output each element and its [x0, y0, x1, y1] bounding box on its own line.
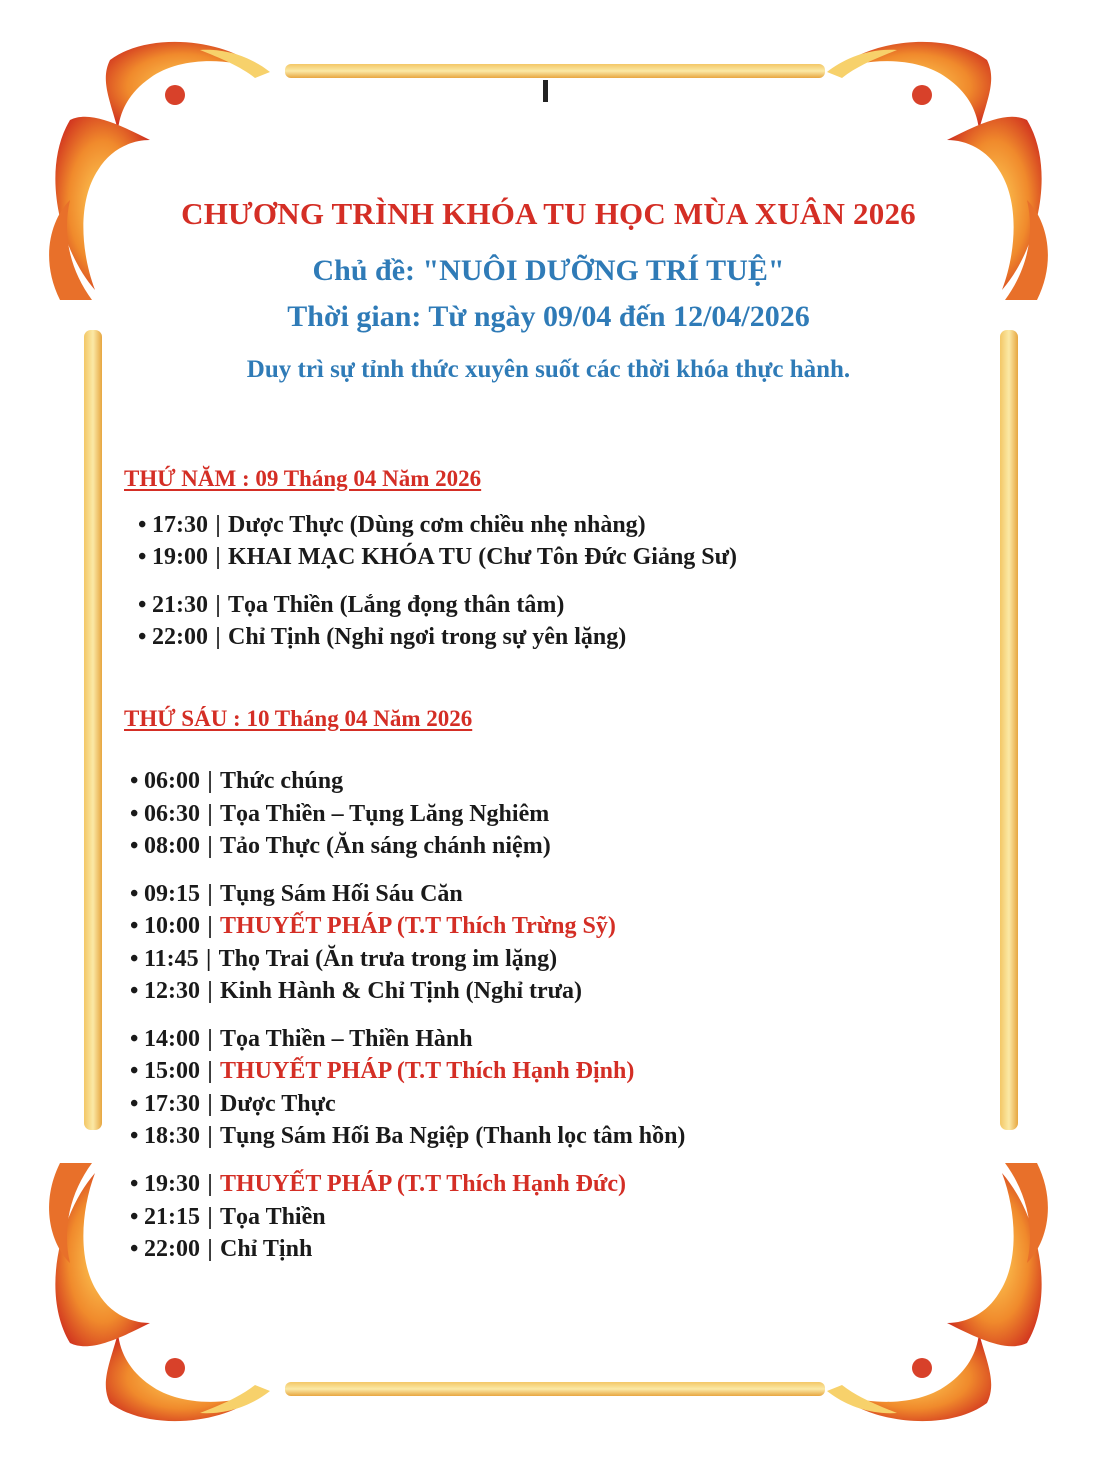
schedule-activity: Tụng Sám Hối Ba Ngiệp (Thanh lọc tâm hồn): [220, 1123, 686, 1149]
separator: |: [207, 833, 213, 859]
bullet-icon: •: [130, 1236, 139, 1262]
schedule-time: 17:30: [152, 512, 208, 538]
schedule-activity: Kinh Hành & Chỉ Tịnh (Nghỉ trưa): [220, 978, 583, 1004]
schedule-time: 06:30: [144, 801, 200, 827]
separator: |: [207, 1026, 213, 1052]
bullet-icon: •: [130, 1091, 139, 1117]
schedule-activity: Tụng Sám Hối Sáu Căn: [220, 881, 463, 907]
schedule-item: [130, 978, 582, 1005]
schedule-item: [138, 624, 626, 651]
schedule-time: 10:00: [144, 913, 200, 939]
schedule-activity: Chỉ Tịnh: [220, 1236, 313, 1262]
schedule-time: 09:15: [144, 881, 200, 907]
separator: |: [207, 1058, 213, 1084]
day-heading-friday: THỨ SÁU : 10 Tháng 04 Năm 2026: [124, 706, 473, 731]
schedule-item: [130, 1058, 634, 1085]
separator: |: [207, 801, 213, 827]
schedule-time: 19:00: [152, 544, 208, 570]
bullet-icon: •: [130, 1026, 139, 1052]
bullet-icon: •: [130, 913, 139, 939]
schedule-item: [130, 1204, 326, 1231]
schedule-activity: Tọa Thiền – Tụng Lăng Nghiêm: [220, 801, 550, 827]
schedule-time: 22:00: [152, 624, 208, 650]
schedule-item: [130, 1026, 473, 1053]
schedule-time: 06:00: [144, 768, 200, 794]
bullet-icon: •: [130, 768, 139, 794]
time-range-line: Thời gian: Từ ngày 09/04 đến 12/04/2026: [287, 300, 810, 333]
separator: |: [207, 1123, 213, 1149]
bullet-icon: •: [138, 592, 147, 618]
separator: |: [207, 1091, 213, 1117]
schedule-item: [130, 881, 463, 908]
separator: |: [207, 913, 213, 939]
schedule-activity: Thức chúng: [220, 768, 344, 794]
schedule-time: 17:30: [144, 1091, 200, 1117]
separator: |: [215, 592, 221, 618]
separator: |: [206, 946, 212, 972]
bullet-icon: •: [130, 1058, 139, 1084]
schedule-activity: Dược Thực: [220, 1091, 336, 1117]
bullet-icon: •: [138, 512, 147, 538]
bullet-icon: •: [130, 801, 139, 827]
bullet-icon: •: [130, 1171, 139, 1197]
schedule-item: [138, 592, 564, 619]
separator: |: [215, 624, 221, 650]
schedule-time: 21:15: [144, 1204, 200, 1230]
separator: |: [207, 1171, 213, 1197]
schedule-time: 08:00: [144, 833, 200, 859]
schedule-activity: Dược Thực (Dùng cơm chiều nhẹ nhàng): [228, 512, 646, 538]
schedule-time: 12:30: [144, 978, 200, 1004]
separator: |: [215, 544, 221, 570]
separator: |: [207, 768, 213, 794]
schedule-item: [138, 544, 737, 571]
schedule-time: 22:00: [144, 1236, 200, 1262]
schedule-activity-highlight: THUYẾT PHÁP (T.T Thích Hạnh Định): [220, 1058, 635, 1084]
schedule-time: 15:00: [144, 1058, 200, 1084]
schedule-activity-highlight: THUYẾT PHÁP (T.T Thích Trừng Sỹ): [220, 913, 616, 939]
document-title: CHƯƠNG TRÌNH KHÓA TU HỌC MÙA XUÂN 2026: [181, 196, 916, 231]
bullet-icon: •: [130, 978, 139, 1004]
bullet-icon: •: [138, 544, 147, 570]
bullet-icon: •: [130, 833, 139, 859]
schedule-item: [130, 1091, 336, 1118]
schedule-item: [130, 768, 343, 795]
motto-line: Duy trì sự tỉnh thức xuyên suốt các thời khóa thực hành.: [246, 356, 851, 383]
theme-line: Chủ đề: "NUÔI DƯỠNG TRÍ TUỆ": [312, 254, 785, 287]
schedule-activity: KHAI MẠC KHÓA TU (Chư Tôn Đức Giảng Sư): [228, 544, 738, 570]
schedule-item: [130, 1171, 626, 1198]
bullet-icon: •: [130, 1123, 139, 1149]
bullet-icon: •: [130, 1204, 139, 1230]
schedule-activity: Tảo Thực (Ăn sáng chánh niệm): [220, 833, 551, 859]
schedule-item: [130, 801, 549, 828]
schedule-item: [130, 1236, 312, 1263]
schedule-item: [138, 512, 646, 539]
schedule-time: 19:30: [144, 1171, 200, 1197]
bullet-icon: •: [138, 624, 147, 650]
separator: |: [207, 1236, 213, 1262]
schedule-activity-highlight: THUYẾT PHÁP (T.T Thích Hạnh Đức): [220, 1171, 627, 1197]
bullet-icon: •: [130, 946, 139, 972]
separator: |: [207, 1204, 213, 1230]
schedule-time: 18:30: [144, 1123, 200, 1149]
schedule-time: 14:00: [144, 1026, 200, 1052]
schedule-time: 21:30: [152, 592, 208, 618]
schedule-activity: Chỉ Tịnh (Nghỉ ngơi trong sự yên lặng): [228, 624, 627, 650]
schedule-activity: Tọa Thiền – Thiền Hành: [220, 1026, 473, 1052]
schedule-activity: Tọa Thiền: [220, 1204, 326, 1230]
schedule-time: 11:45: [144, 946, 199, 972]
schedule-item: [130, 946, 557, 973]
bullet-icon: •: [130, 881, 139, 907]
separator: |: [215, 512, 221, 538]
separator: |: [207, 881, 213, 907]
day-heading-thursday: THỨ NĂM : 09 Tháng 04 Năm 2026: [124, 466, 482, 491]
schedule-item: [130, 913, 616, 940]
schedule-item: [130, 833, 551, 860]
schedule-item: [130, 1123, 685, 1150]
separator: |: [207, 978, 213, 1004]
schedule-activity: Thọ Trai (Ăn trưa trong im lặng): [218, 946, 558, 972]
schedule-activity: Tọa Thiền (Lắng đọng thân tâm): [228, 592, 565, 618]
